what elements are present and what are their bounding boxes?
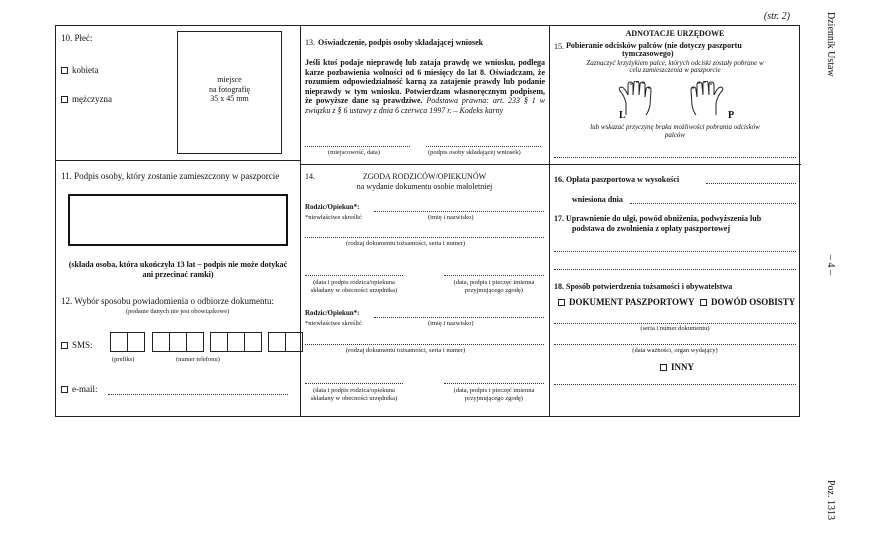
- official-header: ADNOTACJE URZĘDOWE: [625, 29, 725, 38]
- column-divider: [549, 26, 550, 416]
- prefix-label: (prefiks): [112, 356, 135, 363]
- other-doc-option[interactable]: [660, 362, 694, 372]
- applicant-signature-line[interactable]: [426, 146, 541, 147]
- parent-2-name-line[interactable]: [374, 317, 544, 318]
- parent-1-id-line[interactable]: [305, 237, 544, 238]
- date-signature-label: (data i podpis rodzica/opiekuna: [313, 387, 395, 394]
- male-label: mężczyzna: [72, 94, 112, 104]
- relief-line[interactable]: [554, 269, 796, 270]
- phone-digit-box[interactable]: [186, 332, 204, 352]
- right-hand-label: P: [728, 110, 735, 121]
- section-15-title: Pobieranie odcisków palców (nie dotyczy paszportu: [566, 41, 742, 50]
- declaration-bold: Jeśli ktoś podaje nieprawdę lub zataja prawdę we wniosku, podlega karze pozbawienia wolności od 6 miesięcy do lat 8. Oświadczam, że rozumiem odpowiedzialność karną za zatajenie prawdy lub podanie nieprawdy w tym wniosku. Potwierdzam własnoręcznym podpisem, że powyższe dane są prawdziwe.: [305, 58, 545, 106]
- photo-line: na fotografię: [208, 84, 251, 94]
- signature-frame[interactable]: [68, 194, 288, 246]
- signature-note: ani przecinać ramki): [142, 269, 214, 279]
- male-option[interactable]: [61, 94, 112, 104]
- email-label: e-mail:: [72, 384, 98, 394]
- passport-doc-label: DOKUMENT PASZPORTOWY: [569, 297, 695, 307]
- passport-form: [55, 25, 800, 417]
- female-checkbox[interactable]: [61, 67, 68, 74]
- fee-paid-date-line[interactable]: [630, 203, 796, 204]
- section-15-alt: palców: [664, 131, 686, 140]
- section-13-title: Oświadczenie, podpis osoby składającej wniosek: [318, 38, 484, 47]
- journal-name: Dziennik Ustaw: [825, 12, 836, 77]
- section-16-fee: 16. Opłata paszportowa w wysokości: [554, 175, 680, 184]
- left-hand-label: L: [619, 110, 626, 121]
- section-18-title: 18. Sposób potwierdzenia tożsamości i obywatelstwa: [554, 282, 733, 291]
- date-signature-label: (data i podpis rodzica/opiekuna: [313, 279, 395, 286]
- male-checkbox[interactable]: [61, 96, 68, 103]
- id-card-checkbox[interactable]: [700, 299, 707, 306]
- name-label: (imię i nazwisko): [428, 320, 474, 327]
- stamp-label: (data, podpis i pieczęć imienna: [453, 387, 535, 394]
- phone-digit-box[interactable]: [244, 332, 262, 352]
- place-date-label: (miejscowość, data): [328, 149, 380, 156]
- email-option[interactable]: [61, 384, 98, 394]
- place-date-line[interactable]: [305, 146, 410, 147]
- strike-note: *niewłaściwe skreślić: [305, 320, 362, 327]
- phone-label: (numer telefonu): [176, 356, 220, 363]
- stamp-label: (data, podpis i pieczęć imienna: [453, 279, 535, 286]
- phone-digit-box[interactable]: [227, 332, 245, 352]
- section-15-note: Zaznaczyć krzyżykiem palce, których odciski zostały pobrane w: [586, 59, 764, 67]
- position-number: Poz. 1313: [825, 480, 836, 520]
- section-14-number: 14.: [305, 172, 315, 181]
- phone-digit-box[interactable]: [169, 332, 187, 352]
- passport-doc-option[interactable]: [558, 297, 694, 307]
- section-14-subtitle: na wydanie dokumentu osobie małoletniej: [356, 181, 493, 191]
- applicant-signature-label: (podpis osoby składającej wniosek): [428, 149, 521, 156]
- other-doc-line[interactable]: [554, 384, 796, 385]
- female-option[interactable]: [61, 65, 99, 75]
- section-12-subtitle: (podanie danych nie jest obowiązkowe): [126, 308, 230, 315]
- strike-note: *niewłaściwe skreślić: [305, 214, 362, 221]
- id-card-label: DOWÓD OSOBISTY: [711, 297, 796, 307]
- parent-1-signature-line[interactable]: [305, 275, 403, 276]
- fingerprint-reason-line[interactable]: [554, 157, 796, 158]
- relief-line[interactable]: [554, 251, 796, 252]
- sms-checkbox[interactable]: [61, 342, 68, 349]
- declaration-text: [305, 58, 545, 116]
- name-label: (imię i nazwisko): [428, 214, 474, 221]
- other-doc-label: INNY: [671, 362, 695, 372]
- document-series-label: (seria i numer dokumentu): [640, 325, 710, 332]
- column-divider: [300, 26, 301, 416]
- fee-paid-date-label: wniesiona dnia: [572, 195, 623, 204]
- section-12-title: 12. Wybór sposobu powiadomienia o odbiorze dokumentu:: [61, 296, 275, 306]
- email-checkbox[interactable]: [61, 386, 68, 393]
- document-series-line[interactable]: [554, 323, 796, 324]
- email-input-line[interactable]: [108, 394, 288, 395]
- page-number: – 4 –: [825, 255, 836, 275]
- id-doc-label: (rodzaj dokumentu tożsamości, seria i numer): [346, 347, 466, 354]
- row-divider: [549, 164, 801, 165]
- section-10-title: 10. Płeć:: [61, 33, 93, 43]
- section-17-title: 17. Uprawnienie do ulgi, powód obniżenia, podwyższenia lub: [554, 214, 762, 223]
- phone-digit-box[interactable]: [210, 332, 228, 352]
- prefix-digit-box[interactable]: [110, 332, 128, 352]
- section-13-number: 13.: [305, 38, 315, 47]
- other-doc-checkbox[interactable]: [660, 364, 667, 371]
- date-signature-label: składany w obecności urzędnika): [310, 287, 398, 295]
- photo-box: [177, 31, 282, 154]
- parent-2-id-line[interactable]: [305, 344, 544, 345]
- sms-label: SMS:: [72, 340, 93, 350]
- stamp-label: przyjmującego zgodę): [465, 287, 523, 295]
- parent-1-label: Rodzic/Opiekun*:: [305, 203, 360, 211]
- stamp-label: przyjmującego zgodę): [465, 395, 523, 403]
- section-15-number: 15.: [554, 42, 564, 51]
- sms-option[interactable]: [61, 340, 93, 350]
- row-divider: [300, 164, 549, 165]
- signature-note: (składa osoba, która ukończyła 13 lat – podpis nie może dotykać: [68, 260, 288, 269]
- parent-1-name-line[interactable]: [374, 211, 544, 212]
- section-14-title: ZGODA RODZICÓW/OPIEKUNÓW: [362, 172, 487, 181]
- id-doc-label: (rodzaj dokumentu tożsamości, seria i numer): [346, 240, 466, 247]
- section-15-alt: lub wskazać przyczynę braku możliwości pobrania odcisków: [590, 123, 760, 131]
- date-signature-label: składany w obecności urzędnika): [310, 395, 398, 403]
- section-15-title: tymczasowego): [622, 49, 674, 59]
- photo-line: 35 x 45 mm: [210, 94, 249, 104]
- passport-doc-checkbox[interactable]: [558, 299, 565, 306]
- fee-amount-line[interactable]: [706, 183, 796, 184]
- parent-2-stamp-line[interactable]: [444, 383, 544, 384]
- phone-digit-box[interactable]: [152, 332, 170, 352]
- section-17-title: podstawa do zwolnienia z opłaty paszportowej: [572, 223, 731, 233]
- parent-2-label: Rodzic/Opiekun*:: [305, 309, 360, 317]
- document-validity-line[interactable]: [554, 344, 796, 345]
- prefix-digit-box[interactable]: [127, 332, 145, 352]
- page-reference: (str. 2): [763, 11, 790, 22]
- sms-digit-boxes: [110, 332, 290, 352]
- id-card-option[interactable]: [700, 297, 795, 307]
- photo-line: miejsce: [217, 75, 242, 84]
- phone-digit-box[interactable]: [285, 332, 303, 352]
- document-validity-label: (data ważności, organ wydający): [632, 347, 718, 354]
- section-15-note: celu zamieszczenia w paszporcie: [629, 66, 721, 75]
- parent-2-signature-line[interactable]: [305, 383, 403, 384]
- female-label: kobieta: [72, 65, 99, 75]
- row-divider: [56, 160, 300, 161]
- section-11-title: 11. Podpis osoby, który zostanie zamieszczony w paszporcie: [61, 171, 280, 181]
- parent-1-stamp-line[interactable]: [444, 275, 544, 276]
- declaration-legal-basis: Podstawa prawna: art. 233 § 1 w związku z § 6 ustawy z dnia 6 czerwca 1997 r. – Kodeks karny: [305, 96, 546, 115]
- phone-digit-box[interactable]: [268, 332, 286, 352]
